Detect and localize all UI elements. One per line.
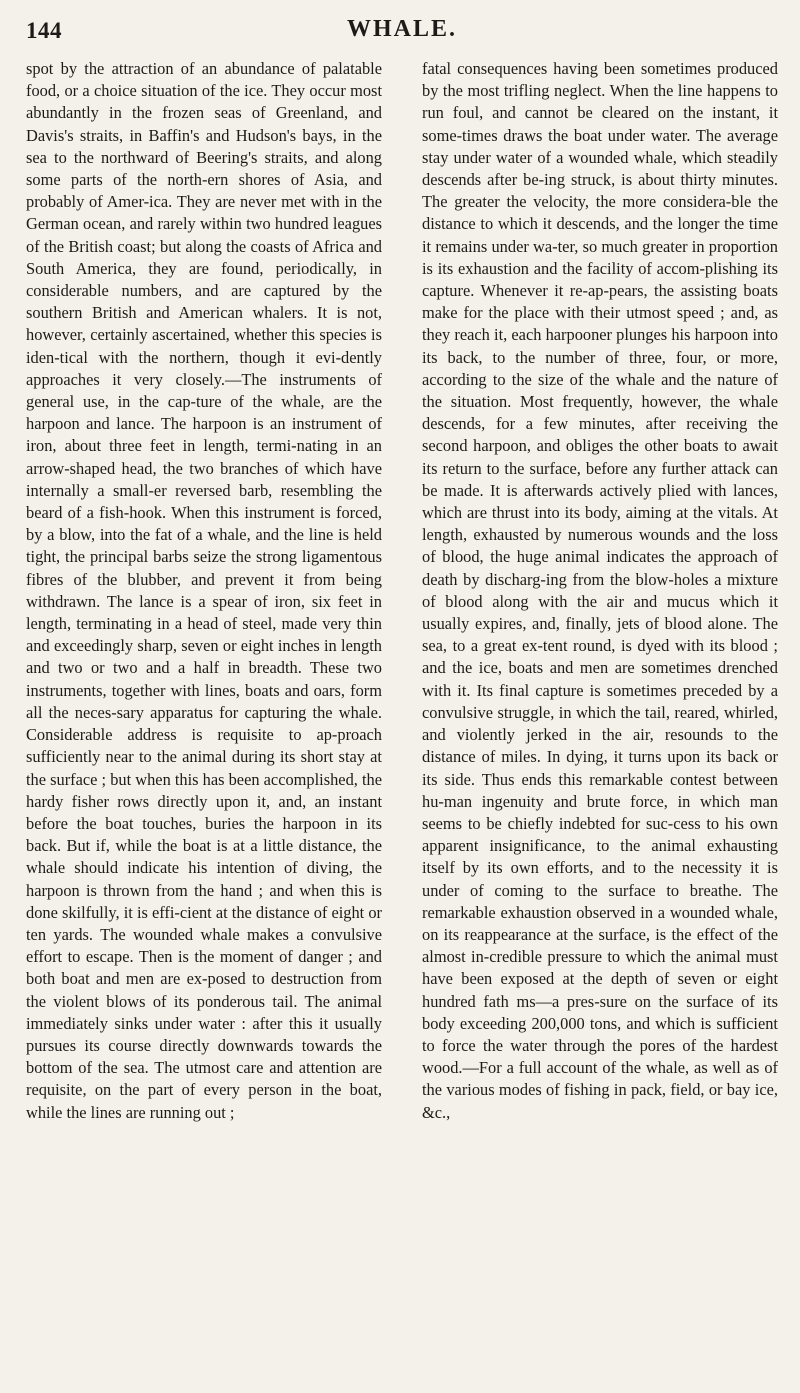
page-number: 144 xyxy=(26,18,62,43)
right-column xyxy=(422,58,778,1124)
running-head: WHALE. xyxy=(346,16,457,42)
book-page xyxy=(26,14,778,1384)
text-columns xyxy=(26,58,778,1124)
page-header xyxy=(26,14,778,54)
left-column-text: spot by the attraction of an abundance of palatable food, or a choice situation of the ice. They occur most abundantly in the frozen seas of Greenland, and Davis's straits, in Baffin's and Hudson's bays, in the sea to the northward of Beering's straits, and along some parts of the north-ern shores of Asia, and probably of Amer-ica. They are never met with in the German ocean, and rarely within two hundred leagues of the British coast; but along the coasts of Africa and South America, they are found, periodically, in considerable numbers, and are captured by the southern British and American whalers. It is not, however, certainly ascertained, whether this species is iden-tical with the northern, though it evi-dently approaches it very closely.—The instruments of general use, in the cap-ture of the whale, are the harpoon and lance. The harpoon is an instrument of iron, about three feet in length, termi-nating in an arrow-shaped head, the two branches of which have internally a small-er reversed barb, resembling the beard of a fish-hook. When this instrument is forced, by a blow, into the fat of a whale, and the line is held tight, the principal barbs seize the strong ligamentous fibres of the blubber, and prevent it from being withdrawn. The lance is a spear of iron, six feet in length, terminating in a head of steel, made very thin and exceedingly sharp, seven or eight inches in length and two or two and a half in breadth. These two instruments, together with lines, boats and oars, form all the neces-sary apparatus for capturing the whale. Considerable address is requisite to ap-proach sufficiently near to the animal during its short stay at the surface ; but when this has been accomplished, the hardy fisher rows directly upon it, and, an instant before the boat touches, buries the harpoon in its back. But if, while the boat is at a little distance, the whale should indicate his intention of diving, the harpoon is thrown from the hand ; and when this is done skilfully, it is effi-cient at the distance of eight or ten yards. The wounded whale makes a convulsive effort to escape. Then is the moment of danger ; and both boat and men are ex-posed to destruction from the violent blows of its ponderous tail. The animal immediately sinks under water : after this it usually pursues its course directly downwards towards the bottom of the sea. The utmost care and attention are requisite, on the part of every person in the boat, while the lines are running out ; xyxy=(26,59,382,1122)
right-column-text: fatal consequences having been sometimes produced by the most trifling neglect. When the line happens to run foul, and cannot be cleared on the instant, it some-times draws the boat under water. The average stay under water of a wounded whale, which steadily descends after be-ing struck, is about thirty minutes. The greater the velocity, the more considera-ble the distance to which it descends, and the longer the time it remains under wa-ter, so much greater in proportion is its exhaustion and the facility of accom-plishing its capture. Whenever it re-ap-pears, the assisting boats make for the place with their utmost speed ; and, as they reach it, each harpooner plunges his harpoon into its back, to the number of three, four, or more, according to the size of the whale and the nature of the situation. Most frequently, however, the whale descends, for a few minutes, after receiving the second harpoon, and obliges the other boats to await its return to the surface, before any further attack can be made. It is afterwards actively plied with lances, which are thrust into its body, aiming at the vitals. At length, exhausted by numerous wounds and the loss of blood, the huge animal indicates the approach of death by discharg-ing from the blow-holes a mixture of blood along with the air and mucus which it usually expires, and, finally, jets of blood alone. The sea, to a great ex-tent round, is dyed with its blood ; and the ice, boats and men are sometimes drenched with it. Its final capture is sometimes preceded by a convulsive struggle, in which the tail, reared, whirled, and violently jerked in the air, resounds to the distance of miles. In dying, it turns upon its back or its side. Thus ends this remarkable contest between hu-man ingenuity and brute force, in which man seems to be chiefly indebted for suc-cess to his own apparent insignificance, to the animal exhausting itself by its own efforts, and to the necessity it is under of coming to the surface to breathe. The remarkable exhaustion observed in a wounded whale, on its reappearance at the surface, is the effect of the almost in-credible pressure to which the animal must have been exposed at the depth of seven or eight hundred fath ms—a pres-sure on the surface of its body exceeding 200,000 tons, and which is sufficient to force the water through the pores of the hardest wood.—For a full account of the whale, as well as of the various modes of fishing in pack, field, or bay ice, &c., xyxy=(422,59,778,1122)
left-column xyxy=(26,58,382,1124)
